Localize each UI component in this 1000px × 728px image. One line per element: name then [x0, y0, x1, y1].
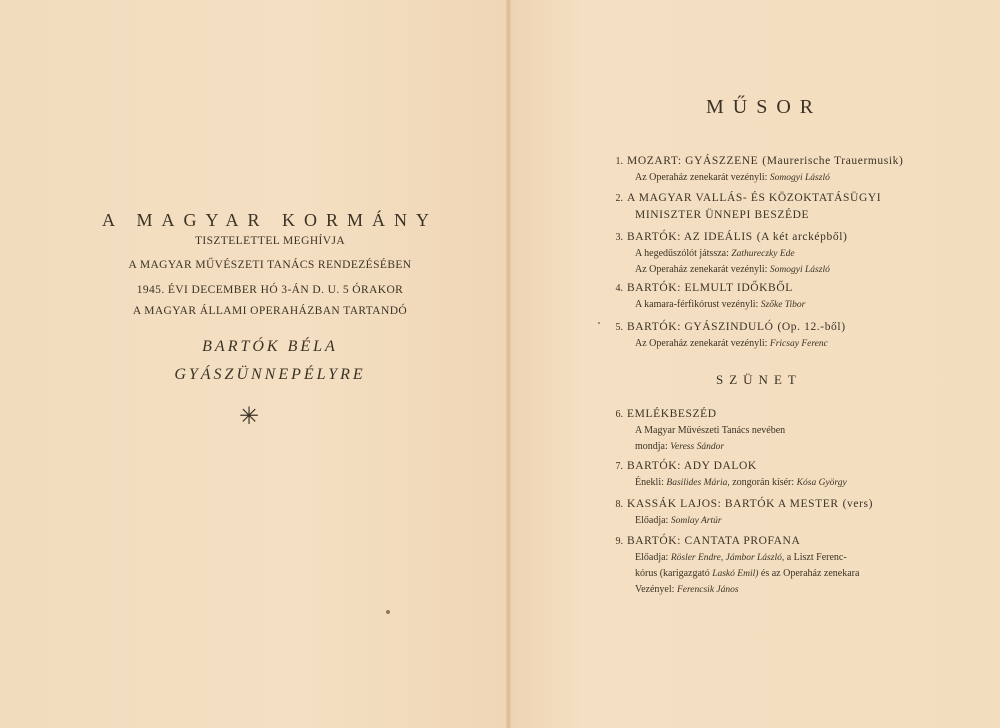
- program-item-performer: [635, 297, 935, 313]
- performer-name: Szőke Tibor: [760, 300, 806, 310]
- program-item-performer: [635, 550, 935, 566]
- program-item-head: [605, 278, 935, 297]
- program-item-head: [605, 456, 935, 475]
- program-item-number: 1.: [615, 156, 623, 167]
- performer-role: mondja:: [635, 441, 668, 452]
- program-item: [605, 404, 935, 455]
- program-item: [605, 494, 935, 529]
- paper-spot: [598, 322, 600, 324]
- performer-role: Az Operaház zenekarát vezényli:: [635, 264, 768, 275]
- program-item-note: (Op. 12.-ből): [777, 321, 846, 333]
- program-item-head: [605, 404, 935, 423]
- program-heading: MŰSOR: [706, 96, 823, 118]
- page-fold: [506, 0, 511, 728]
- intermission-label: SZÜNET: [716, 372, 802, 387]
- invitation-line: A MAGYAR MŰVÉSZETI TANÁCS RENDEZÉSÉBEN: [128, 259, 412, 271]
- program-item-head: [605, 227, 935, 246]
- performer-name: Laskó Emil): [712, 569, 759, 579]
- program-item: [605, 317, 935, 352]
- program-item-head: [605, 188, 935, 207]
- program-item-title: A MAGYAR VALLÁS- ÉS KÖZOKTATÁSÜGYI: [627, 192, 882, 204]
- program-item-head: [605, 151, 935, 170]
- program-item-performer: [635, 566, 935, 582]
- program-item-note: (Maurerische Trauermusik): [762, 155, 904, 167]
- program-item-note: (vers): [842, 498, 874, 510]
- invitation-line: TISZTELETTEL MEGHÍVJA: [194, 235, 346, 247]
- program-item-number: 7.: [615, 461, 623, 472]
- program-item-head: [605, 317, 935, 336]
- program-item-number: 3.: [615, 232, 623, 243]
- performer-role: A hegedűszólót játssza:: [635, 248, 729, 259]
- program-item-performer: [635, 475, 935, 491]
- performer-name: Basilides Mária,: [666, 478, 730, 488]
- program-item-number: 9.: [615, 536, 623, 547]
- performer-role: Az Operaház zenekarát vezényli:: [635, 338, 768, 349]
- program-item-title: BARTÓK: ADY DALOK: [627, 460, 757, 472]
- performer-name: Fricsay Ferenc: [769, 339, 828, 349]
- program-item-head: [605, 494, 935, 513]
- program-item: [605, 456, 935, 491]
- program-item-performer: [635, 582, 935, 598]
- program-item-performer: [635, 439, 935, 455]
- performer-name: Ferencsik János: [676, 585, 739, 595]
- program-item: [605, 278, 935, 313]
- performer-role: Énekli:: [635, 477, 664, 488]
- program-item-performer: [635, 246, 935, 262]
- program-item-performer: [635, 262, 935, 278]
- invitation-line: 1945. ÉVI DECEMBER HÓ 3-ÁN D. U. 5 ÓRAKOR: [136, 284, 404, 296]
- program-item-number: 8.: [615, 499, 623, 510]
- paper-spot: [386, 610, 390, 614]
- asterisk-ornament-icon: ✳: [239, 404, 260, 430]
- invitation-line: A MAGYAR ÁLLAMI OPERAHÁZBAN TARTANDÓ: [132, 305, 408, 317]
- program-item-number: 5.: [615, 322, 623, 333]
- event-name-line: GYÁSZÜNNEPÉLYRE: [174, 366, 366, 383]
- program-item-performer: [635, 336, 935, 352]
- program-item: [605, 151, 935, 186]
- program-item: [605, 227, 935, 278]
- performer-role: kórus (karigazgató: [635, 568, 710, 579]
- program-item-title: BARTÓK: ELMULT IDŐKBŐL: [627, 282, 793, 294]
- program-item-title: BARTÓK: AZ IDEÁLIS: [627, 231, 753, 243]
- program-item-head: [605, 531, 935, 550]
- performer-name: Kósa György: [796, 478, 847, 488]
- performer-name: Somogyi László: [769, 173, 830, 183]
- program-item-performer: [635, 170, 935, 186]
- performer-role: Vezényel:: [635, 584, 675, 595]
- program-item: [605, 531, 935, 598]
- program-item-title-continued: MINISZTER ÜNNEPI BESZÉDE: [635, 209, 810, 221]
- program-item: [605, 188, 935, 224]
- program-item-performer: [635, 513, 935, 529]
- program-item-title: BARTÓK: GYÁSZINDULÓ: [627, 321, 774, 333]
- program-item-title: MOZART: GYÁSZZENE: [627, 155, 759, 167]
- program-item-performer: [635, 423, 935, 439]
- performer-name: Zathureczky Ede: [731, 249, 795, 259]
- performer-role: A kamara-férfikórust vezényli:: [635, 299, 759, 310]
- program-item-number: 4.: [615, 283, 623, 294]
- event-name-line: BARTÓK BÉLA: [202, 338, 338, 355]
- performer-name: Somlay Artúr: [670, 516, 722, 526]
- invitation-title: A MAGYAR KORMÁNY: [101, 210, 439, 230]
- program-item-title: BARTÓK: CANTATA PROFANA: [627, 535, 801, 547]
- performer-role: a Liszt Ferenc-: [786, 552, 847, 563]
- program-item-note: (A két arcképből): [756, 231, 848, 243]
- performer-name: Somogyi László: [769, 265, 830, 275]
- performer-role: és az Operaház zenekara: [760, 568, 860, 579]
- performer-name: Rösler Endre, Jámbor László,: [670, 553, 785, 563]
- program-item-number: 2.: [615, 193, 623, 204]
- performer-role: Előadja:: [635, 552, 669, 563]
- performer-role: A Magyar Művészeti Tanács nevében: [635, 425, 786, 436]
- performer-role: Az Operaház zenekarát vezényli:: [635, 172, 768, 183]
- performer-role: Előadja:: [635, 515, 669, 526]
- program-item-number: 6.: [615, 409, 623, 420]
- performer-role: zongorán kísér:: [732, 477, 795, 488]
- program-item-title: EMLÉKBESZÉD: [627, 408, 717, 420]
- performer-name: Veress Sándor: [670, 442, 725, 452]
- program-item-title: KASSÁK LAJOS: BARTÓK A MESTER: [627, 498, 839, 510]
